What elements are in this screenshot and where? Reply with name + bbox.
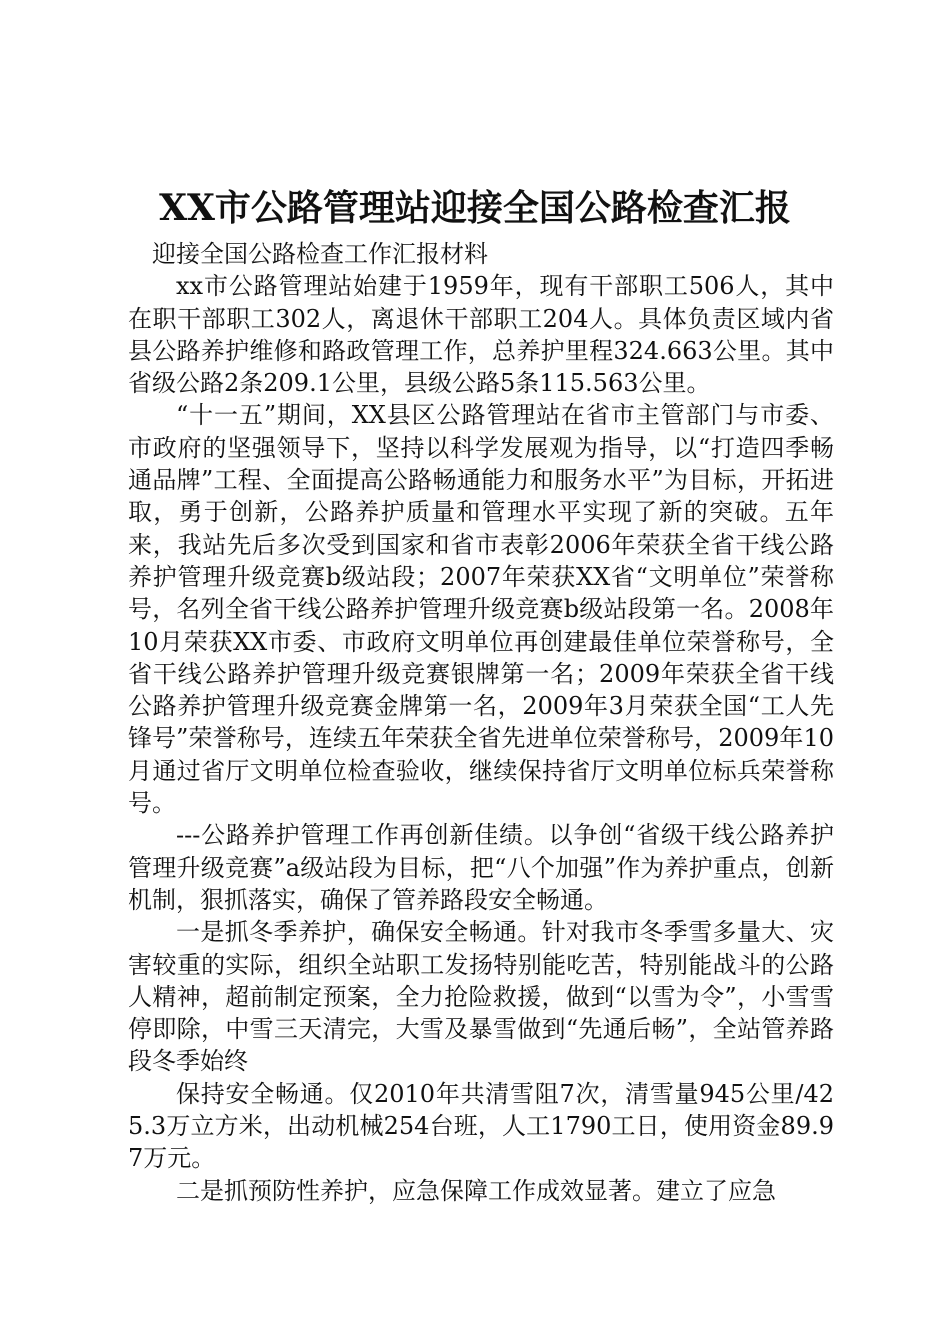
document-title: XX市公路管理站迎接全国公路检查汇报 bbox=[159, 187, 791, 229]
paragraph-maintenance-heading: ---公路养护管理工作再创新佳绩。以争创“省级干线公路养护管理升级竞赛”a级站段为目标，把“八个加强”作为养护重点，创新机制，狠抓落实，确保了管养路段安全畅通。 bbox=[128, 821, 834, 914]
paragraph-achievements: “十一五”期间，XX县区公路管理站在省市主管部门与市委、市政府的坚强领导下，坚持以科学发展观为指导，以“打造四季畅通品牌”工程、全面提高公路畅通能力和服务水平”为目标，开拓进取，勇于创新，公路养护质量和管理水平实现了新的突破。五年来，我站先后多次受到国家和省市表彰2006年荣获全省干线公路养护管理升级竞赛b级站段；2007年荣获XX省“文明单位”荣誉称号，名列全省干线公路养护管理升级竞赛b级站段第一名。2008年10月荣获XX市委、市政府文明单位再创建最佳单位荣誉称号，全省干线公路养护管理升级竞赛银牌第一名；2009年荣获全省干线公路养护管理升级竞赛金牌第一名，2009年3月荣获全国“工人先锋号”荣誉称号，连续五年荣获全省先进单位荣誉称号，2009年10月通过省厅文明单位检查验收，继续保持省厅文明单位标兵荣誉称号。 bbox=[128, 401, 834, 818]
paragraph-snow-clearing: 保持安全畅通。仅2010年共清雪阻7次，清雪量945公里/425.3万立方米，出动机械254台班，人工1790工日，使用资金89.97万元。 bbox=[128, 1079, 834, 1173]
paragraph-winter-maintenance: 一是抓冬季养护，确保安全畅通。针对我市冬季雪多量大、灾害较重的实际，组织全站职工发扬特别能吃苦，特别能战斗的公路人精神，超前制定预案，全力抢险救援，做到“以雪为令”，小雪雪停即除，中雪三天清完，大雪及暴雪做到“先通后畅”，全站管养路段冬季始终 bbox=[128, 918, 834, 1076]
paragraph-preventive-maintenance: 二是抓预防性养护，应急保障工作成效显著。建立了应急 bbox=[176, 1176, 776, 1205]
paragraph-overview: xx市公路管理站始建于1959年，现有干部职工506人，其中在职干部职工302人，离退休干部职工204人。具体负责区域内省县公路养护维修和路政管理工作，总养护里程324.663公里。其中省级公路2条209.1公里，县级公路5条115.563公里。 bbox=[128, 272, 834, 398]
document-subtitle: 迎接全国公路检查工作汇报材料 bbox=[152, 240, 488, 268]
document-body bbox=[128, 238, 834, 1207]
